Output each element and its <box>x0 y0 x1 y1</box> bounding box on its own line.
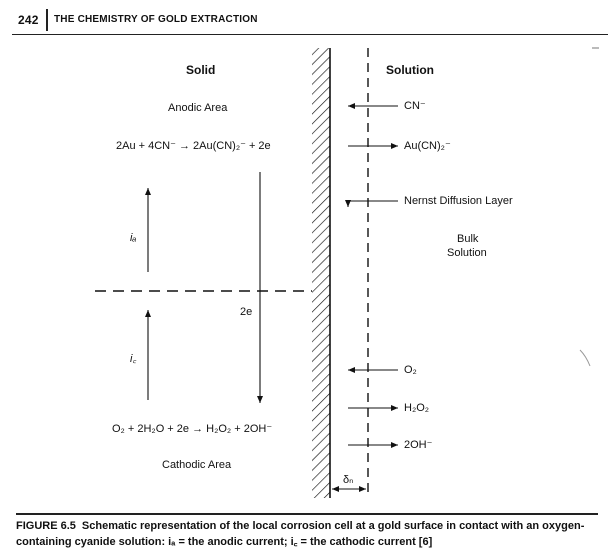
cn-label: CN⁻ <box>404 100 426 112</box>
page-number: 242 <box>18 13 39 27</box>
figure-caption <box>16 518 606 550</box>
gold-surface-hatching <box>312 48 330 498</box>
cathodic-reaction: O₂ + 2H₂O + 2e → H₂O₂ + 2OH⁻ <box>112 423 273 435</box>
h2o2-label: H₂O₂ <box>404 402 430 414</box>
aucn-label: Au(CN)₂⁻ <box>404 140 451 152</box>
figure-number: FIGURE 6.5 <box>16 520 76 532</box>
anodic-area-label: Anodic Area <box>168 102 228 114</box>
nernst-label: Nernst Diffusion Layer <box>404 195 513 207</box>
oh-label: 2OH⁻ <box>404 439 433 451</box>
cathodic-area-label: Cathodic Area <box>162 459 232 471</box>
solution-heading: Solution <box>386 63 434 77</box>
nernst-pointer <box>348 201 398 207</box>
o2-label: O₂ <box>404 364 417 376</box>
anodic-reaction: 2Au + 4CN⁻ → 2Au(CN)₂⁻ + 2e <box>116 140 271 152</box>
bulk-label-line2: Solution <box>447 247 487 259</box>
bulk-label-line1: Bulk <box>457 233 479 245</box>
edge-mark <box>580 350 590 366</box>
ic-label: i꜀ <box>130 353 137 365</box>
running-title: THE CHEMISTRY OF GOLD EXTRACTION <box>54 14 258 25</box>
delta-label: δₙ <box>343 474 354 486</box>
caption-rule <box>16 513 598 515</box>
ia-label: iₐ <box>130 232 137 244</box>
solid-heading: Solid <box>186 63 216 77</box>
caption-text: Schematic representation of the local corrosion cell at a gold surface in contact with an oxygen-containing cyanide solution: iₐ = the anodic current; i꜀ = the cathodic current [6] <box>16 520 585 548</box>
electron-label: 2e <box>240 306 253 318</box>
